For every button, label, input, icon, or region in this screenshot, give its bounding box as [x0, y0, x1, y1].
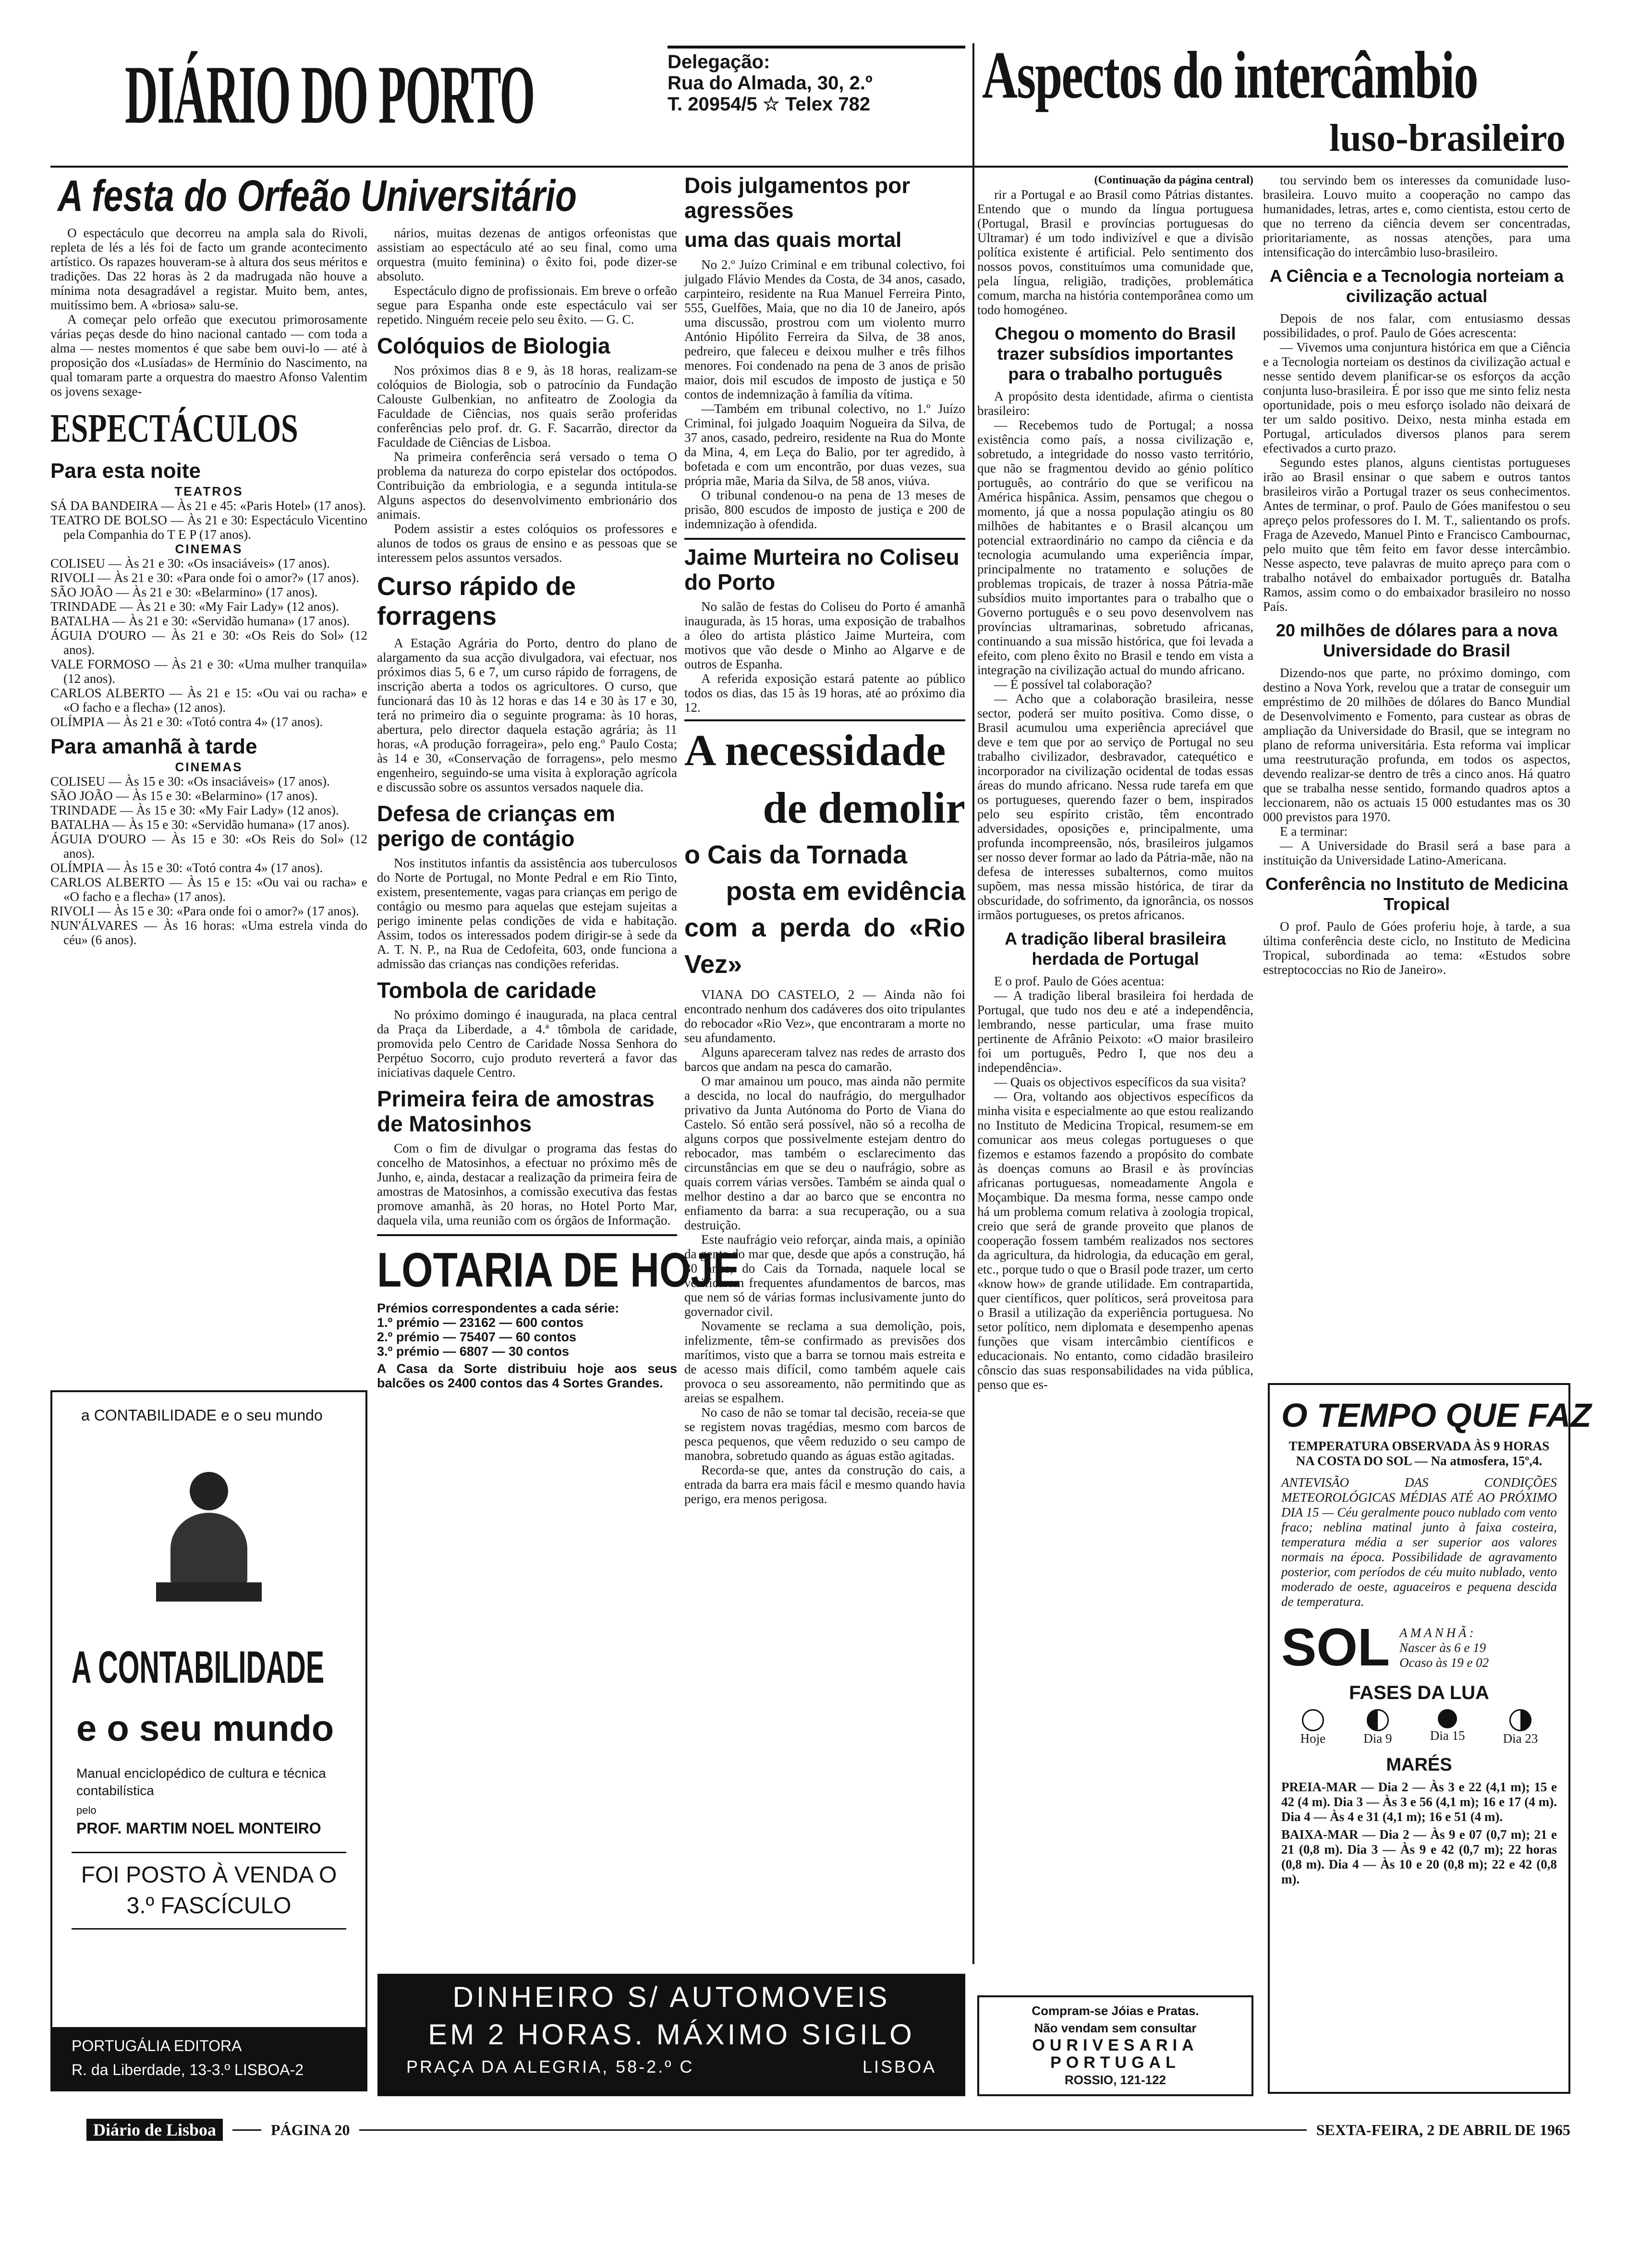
- aspectos-subhead-2: A tradição liberal brasileira herdada de Portugal: [1005, 929, 1226, 969]
- paragraph: No salão de festas do Coliseu do Porto é amanhã inaugurada, às 15 horas, uma exposição de trabalhos a óleo do artista plástico Jaime Murteira, com motivos que vão desde o Minho ao Algarve e de outros de Espanha.: [684, 599, 965, 671]
- column-3: [684, 173, 965, 1935]
- feira-body: [377, 1141, 677, 1227]
- paragraph: COLISEU — Às 15 e 30: «Os insaciáveis» (17 anos).: [50, 774, 330, 789]
- paragraph: TEATRO DE BOLSO — Às 21 e 30: Espectáculo Vicentino pela Companhia do T E P (17 anos).: [50, 513, 367, 542]
- paragraph: ÁGUIA D'OURO — Às 21 e 30: «Os Reis do Sol» (12 anos).: [50, 628, 367, 657]
- paragraph: OLÍMPIA — Às 15 e 30: «Totó contra 4» (17 anos).: [50, 861, 323, 875]
- tomorrow-heading: Para amanhã à tarde: [50, 735, 257, 758]
- paragraph: Alguns apareceram talvez nas redes de arrasto dos barcos que andam na pesca do camarão.: [684, 1045, 965, 1074]
- coloquios-body: [377, 363, 677, 565]
- paragraph: TRINDADE — Às 21 e 30: «My Fair Lady» (12 anos).: [50, 599, 339, 614]
- paragraph: NUN'ÁLVARES — Às 16 horas: «Uma estrela vinda do céu» (6 anos).: [50, 918, 367, 947]
- aspectos-subhead-1: Chegou o momento do Brasil trazer subsídios importantes para o trabalho português: [995, 324, 1236, 384]
- paragraph: O tribunal condenou-o na pena de 13 meses de prisão, 800 escudos de imposto de justiça e 200 de indemnização à ofendida.: [684, 488, 965, 531]
- demolir-sub-3: com a perda do «Rio Vez»: [684, 913, 965, 979]
- paragraph: —Também em tribunal colectivo, no 1.º Juízo Criminal, foi julgado Joaquim Nogueira da Silva, de 37 anos, casado, pedreiro, residente na Rua do Monte da Mina, 4, em Leça do Balio, por ter agredido, à bofetada e com um encontrão, por duas vezes, sua própria mãe, Maria da Silva, de 58 anos, viúva.: [684, 401, 965, 488]
- lotaria-intro: Prémios correspondentes a cada série:: [377, 1301, 620, 1315]
- paragraph: Novamente se reclama a sua demolição, pois, infelizmente, têm-se confirmado as previsões dos marítimos, visto que a barra se tornou mais estreita e de acesso mais difícil, como também aquele cais provoca o seu assoreamento, não permitindo que as areias se espalhem.: [684, 1319, 965, 1405]
- paragraph: 2.º prémio — 75407 — 60 contos: [377, 1330, 577, 1344]
- curso-headline: Curso rápido de forragens: [377, 572, 576, 631]
- ad-dinheiro-address: PRAÇA DA ALEGRIA, 58-2.º C: [406, 2057, 694, 2077]
- feira-headline: Primeira feira de amostras de Matosinhos: [377, 1086, 655, 1136]
- paragraph: A Estação Agrária do Porto, dentro do plano de alargamento da sua acção divulgadora, vai efectuar, nos próximos dias 5, 6 e 7, um curso rápido de forragens, de inscrição aberta a todos os agricultores. O curso, que funcionará das 10 às 12 horas e das 14 e 30 às 17 e 30, terá no primeiro dia o seguinte programa: às 10 horas, abertura, pelo director daquela estação agrária; às 11 horas, «A produção forrageira», pelo eng.º Paulo Costa; às 14 e 30, «Conservação de forragens», pelo mesmo engenheiro, seguindo-se uma visita à exploração agrícola e discussão sobre os assuntos versados naquele dia.: [377, 636, 677, 794]
- festa-continuation: [377, 226, 677, 327]
- paragraph: No caso de não se tomar tal decisão, receia-se que se registem novas tragédias, mesmo com barcos de pesca pequenos, que vêem reduzido o seu campo de manobra, sobretudo quando as águas estão agitadas.: [684, 1405, 965, 1463]
- paragraph: Depois de nos falar, com entusiasmo dessas possibilidades, o prof. Paulo de Góes acrescenta:: [1263, 311, 1570, 340]
- paragraph: Segundo estes planos, alguns cientistas portugueses irão ao Brasil ensinar o que sabem e outros tantos brasileiros virão a Portugal trazer os seus conhecimentos. Antes de terminar, o prof. Paulo de Góes manifestou o seu apreço pelos professores do I. M. T., salientando os profs. Fraga de Azevedo, Manuel Pinto e Francisco Cambournac, pelo muito que têm feito em favor desse intercâmbio. Nesse aspecto, teve palavras de muito apreço para com o trabalho notável do embaixador português dr. Batalha Ramos, assim como o do embaixador brasileiro no nosso País.: [1263, 455, 1570, 614]
- column-1: [50, 226, 367, 1388]
- ad-ourivesaria: [977, 1995, 1253, 2096]
- ad-ourivesaria-name1: OURIVESARIA: [1032, 2036, 1199, 2054]
- ad-dinheiro-line2: EM 2 HORAS. MÁXIMO SIGILO: [428, 2018, 915, 2051]
- paragraph: Com o fim de divulgar o programa das festas do concelho de Matosinhos, a efectuar no próximo mês de Junho, e, ainda, destacar a realização da primeira feira de amostras de Matosinhos, a comissão executiva das festas promove amanhã, às 20 horas, no Hotel Porto Mar, daquela vila, uma reunião com os órgãos de Informação.: [377, 1141, 677, 1227]
- aspectos-body-1: [977, 187, 1253, 317]
- high-tide: PREIA-MAR — Dia 2 — Às 3 e 22 (4,1 m); 15 e 42 (4 m). Dia 3 — Às 3 e 56 (4,1 m); 16 e 17 (4 m). Dia 4 — Às 4 e 31 (4,1 m); 16 e 51 (4 m).: [1281, 1780, 1557, 1824]
- paragraph: TRINDADE — Às 15 e 30: «My Fair Lady» (12 anos).: [50, 803, 339, 817]
- moon-phase-2: Dia 9: [1363, 1709, 1392, 1746]
- julgamentos-headline: Dois julgamentos por agressões: [684, 173, 911, 223]
- weather-temperature: TEMPERATURA OBSERVADA ÀS 9 HORAS NA COSTA DO SOL — Na atmosfera, 15º,4.: [1288, 1439, 1550, 1468]
- paragraph: Nos institutos infantis da assistência aos tuberculosos do Norte de Portugal, no Monte Pedral e em Rio Tinto, existem, presentemente, vagas para crianças em perigo de contágio ou mesmo para aquelas que estejam sujeitas a perigo iminente pelas condições de vida e habitação. Assim, todos os interessados podem dirigir-se à sede da A. T. N. P., na Rua de Cedofeita, 603, onde funciona a admissão das crianças nas condições referidas.: [377, 856, 677, 971]
- paragraph: — A Universidade do Brasil será a base para a instituição da Universidade Latino-Americana.: [1263, 838, 1570, 867]
- ad-description: Manual enciclopédico de cultura e técnica contabilística: [76, 1766, 326, 1798]
- tombola-headline: Tombola de caridade: [377, 978, 596, 1003]
- paragraph: VALE FORMOSO — Às 21 e 30: «Uma mulher tranquila» (12 anos).: [50, 657, 367, 686]
- paragraph: A propósito desta identidade, afirma o cientista brasileiro:: [977, 389, 1253, 418]
- murteira-body: [684, 599, 965, 715]
- demolir-sub-2: posta em evidência: [726, 877, 965, 906]
- defesa-body: [377, 856, 677, 971]
- defesa-headline: Defesa de crianças em perigo de contágio: [377, 801, 616, 851]
- paragraph: SÃO JOÃO — Às 21 e 30: «Belarmino» (17 anos).: [50, 585, 318, 599]
- weather-forecast: ANTEVISÃO DAS CONDIÇÕES METEOROLÓGICAS MÉDIAS ATÉ AO PRÓXIMO DIA 15 — Céu geralmente pouco nublado com vento fraco; neblina matinal junto à faixa costeira, temperatura média a ser superior aos valores normais na época. Possibilidade de agravamento posterior, com períodos de céu muito nublado, vento moderado de oeste, aguaceiros e pequena descida de temperatura.: [1281, 1475, 1557, 1609]
- paragraph: Recorda-se que, antes da construção do cais, a entrada da barra era mais fácil e mesmo quando havia perigo, era menos perigosa.: [684, 1463, 965, 1506]
- footer-logo: Diário de Lisboa: [86, 2119, 223, 2141]
- teatros-heading: TEATROS: [174, 484, 243, 498]
- delegacao-label: Delegação:: [668, 51, 770, 73]
- festa-body: [50, 226, 367, 399]
- cinemas-heading: CINEMAS: [175, 542, 243, 556]
- paragraph: CARLOS ALBERTO — Às 15 e 15: «Ou vai ou racha» e «O facho e a flecha» (17 anos).: [50, 875, 367, 904]
- header-rule: [50, 166, 1568, 168]
- paragraph: BATALHA — Às 15 e 30: «Servidão humana» (17 anos).: [50, 817, 350, 832]
- sun-label: SOL: [1281, 1618, 1390, 1677]
- moon-phase-3: Dia 15: [1430, 1709, 1465, 1746]
- paragraph: O espectáculo que decorreu na ampla sala do Rivoli, repleta de lés a lés foi de facto um grande acontecimento artístico. Os rapazes houveram-se à altura dos seus méritos e tradições. Das 22 horas às 2 da madrugada não houve a mínima nota desagradável a registar. Muito bem, antes, muitíssimo bem. A «briosa» salu-se.: [50, 226, 367, 312]
- ad-dinheiro: [377, 1974, 965, 2096]
- ad-author: PROF. MARTIM NOEL MONTEIRO: [76, 1820, 321, 1837]
- page-number: PÁGINA 20: [271, 2121, 350, 2138]
- aspectos-body-5: [1263, 311, 1570, 614]
- aspectos-body-7: [1263, 919, 1570, 977]
- paragraph: ÁGUIA D'OURO — Às 15 e 30: «Os Reis do Sol» (12 anos).: [50, 832, 367, 861]
- paragraph: E a terminar:: [1280, 824, 1348, 838]
- moon-phase-1: Hoje: [1300, 1709, 1325, 1746]
- footer-date: SEXTA-FEIRA, 2 DE ABRIL DE 1965: [1316, 2121, 1570, 2138]
- curso-body: [377, 636, 677, 794]
- demolir-sub-1: o Cais da Tornada: [684, 840, 908, 869]
- moon-new-icon: [1438, 1709, 1457, 1728]
- aspectos-subhead-5: Conferência no Instituto de Medicina Tropical: [1265, 874, 1568, 914]
- julgamentos-subhead: uma das quais mortal: [684, 228, 902, 252]
- moon-phase-4: Dia 23: [1503, 1709, 1538, 1746]
- footer: [86, 2118, 1570, 2142]
- lotaria-prizes: [377, 1315, 677, 1359]
- sunrise-time: Nascer às 6 e 19: [1399, 1640, 1486, 1655]
- paragraph: SÁ DA BANDEIRA — Às 21 e 45: «Paris Hotel» (17 anos).: [50, 498, 366, 513]
- paragraph: A referida exposição estará patente ao público todos os dias, das 15 às 19 horas, até ao próximo dia 12.: [684, 671, 965, 715]
- festa-headline: A festa do Orfeão Universitário: [58, 171, 577, 220]
- paragraph: Na primeira conferência será versado o tema O problema da natureza do corpo epistelar dos octópodos. Contribuição da embriologia, e a segunda intitula-se Alguns aspectos do desenvolvimento embrionário dos animais.: [377, 449, 677, 522]
- paragraph: No próximo domingo é inaugurada, na placa central da Praça da Liberdade, a 4.ª tômbola de caridade, promovida pelo Centro de Caridade Nossa Senhora do Perpétuo Socorro, cujo produto reverterá a favor das iniciativas daquele Centro.: [377, 1008, 677, 1080]
- paragraph: COLISEU — Às 21 e 30: «Os insaciáveis» (17 anos).: [50, 556, 330, 571]
- ad-ourivesaria-address: ROSSIO, 121-122: [1065, 2073, 1166, 2087]
- delegacao-phone: T. 20954/5 ☆ Telex 782: [668, 94, 871, 115]
- ad-publisher-address: R. da Liberdade, 13-3.º LISBOA-2: [72, 2061, 304, 2078]
- scribe-figure-icon: [156, 1472, 262, 1606]
- paragraph: Podem assistir a estes colóquios os professores e alunos de todos os graus de ensino e as pessoas que se interessem pelos assuntos versados.: [377, 522, 677, 565]
- weather-title: O TEMPO QUE FAZ: [1281, 1397, 1591, 1434]
- paragraph: CARLOS ALBERTO — Às 21 e 15: «Ou vai ou racha» e «O facho e a flecha» (12 anos).: [50, 686, 367, 715]
- tonight-heading: Para esta noite: [50, 459, 201, 483]
- aspectos-body-3: [977, 974, 1253, 1392]
- delegacao-address: Rua do Almada, 30, 2.º: [668, 73, 873, 94]
- demolir-body: [684, 987, 965, 1506]
- paragraph: VIANA DO CASTELO, 2 — Ainda não foi encontrado nenhum dos cadáveres dos oito tripulantes do rebocador «Rio Vez», que encontraram a morte no seu afundamento.: [684, 987, 965, 1045]
- column-4: [977, 173, 1253, 1940]
- aspectos-subhead-3: A Ciência e a Tecnologia norteiam a civilização actual: [1269, 266, 1564, 306]
- paragraph: — Acho que a colaboração brasileira, nesse sector, poderá ser muito positiva. Como disse, o Brasil acumulou uma experiência apreciável que deve e tem que por ao serviço de Portugal no seu trabalho civilizador, desbravador, catequético e incorporador na civilização ocidental de todas essas áreas do mundo africano. Nessa rude tarefa em que os portugueses, querendo fazer o bem, inspirados pelo seu espírito cristão, têm encontrado adversidades, oposições e, principalmente, uma profunda incompreensão, nós, brasileiros julgamos ser nosso dever formar ao lado da Pátria-mãe, não na defesa de interesses subalternos, como muitos supõem, mas nessa missão histórica, de tirar da obscuridade, do sofrimento, da ignorância, os nossos irmãos portugueses, os pretos africanos.: [977, 692, 1253, 922]
- paragraph: 3.º prémio — 6807 — 30 contos: [377, 1344, 570, 1359]
- weather-box: [1268, 1383, 1591, 2094]
- ad-title-2: e o seu mundo: [76, 1708, 334, 1749]
- demolir-headline-2: de demolir: [763, 783, 965, 832]
- paragraph: No 2.º Juízo Criminal e em tribunal colectivo, foi julgado Flávio Mendes da Costa, de 34 anos, casado, carpinteiro, residente na Rua Manuel Ferreira Pinto, 555, Guelfões, Maia, que no dia 10 de Janeiro, após uma discussão, prostrou com um violento murro António Hipólito Ferreira da Silva, de 38 anos, pedreiro, que faleceu e deixou mulher e três filhos menores. Foi condenado na pena de 3 anos de prisão maior, dois mil escudos de imposto de justiça e 50 contos de indemnização à família da vítima.: [684, 257, 965, 401]
- paragraph: tou servindo bem os interesses da comunidade luso-brasileira. Louvo muito a cooperação no campo das humanidades, letras, artes e, como cientista, estou certo de que no terreno da ciência devem ser concentradas, prioritariamente, as nossas atenções, para uma intensificação do intercâmbio luso-brasileiro.: [1263, 173, 1570, 259]
- sunset-time: Ocaso às 19 e 02: [1399, 1655, 1489, 1670]
- paragraph: OLÍMPIA — Às 21 e 30: «Totó contra 4» (17 anos).: [50, 715, 323, 729]
- paragraph: 1.º prémio — 23162 — 600 contos: [377, 1315, 584, 1330]
- column-divider: [972, 43, 974, 1964]
- ad-dinheiro-line1: DINHEIRO S/ AUTOMOVEIS: [452, 1981, 890, 2013]
- cinemas-list: [50, 556, 367, 729]
- moon-waxing-icon: [1509, 1709, 1531, 1731]
- paragraph: — A tradição liberal brasileira foi herdada de Portugal, que tudo nos deu e até a independência, lembrando, nesse particular, uma frase muito pertinente de Afrânio Peixoto: «O maior brasileiro foi um português, Pedro I, que nos deu a independência».: [977, 988, 1253, 1075]
- aspectos-body-6: [1263, 666, 1570, 867]
- espectaculos-title: ESPECTÁCULOS: [50, 406, 298, 450]
- paragraph: Nos próximos dias 8 e 9, às 18 horas, realizam-se colóquios de Biologia, sob o patrocínio da Fundação Calouste Gulbenkian, no anfiteatro de Zoologia da Faculdade de Ciências, nos quais serão proferidas conferências pelo prof. dr. G. F. Sacarrão, director da Faculdade de Ciências de Lisboa.: [377, 363, 677, 449]
- teatros-list: [50, 498, 367, 542]
- ad-ourivesaria-line1: Compram-se Jóias e Pratas.: [1032, 2004, 1199, 2018]
- delegacao-box: [668, 46, 965, 115]
- low-tide: BAIXA-MAR — Dia 2 — Às 9 e 07 (0,7 m); 21 e 21 (0,8 m). Dia 3 — Às 9 e 42 (0,7 m); 22 horas (0,8 m). Dia 4 — Às 10 e 20 (0,8 m); 22 e 42 (0,8 m).: [1281, 1827, 1557, 1886]
- tides-title: MARÉS: [1386, 1755, 1452, 1775]
- paragraph: O prof. Paulo de Góes proferiu hoje, à tarde, a sua última conferência deste ciclo, no Instituto de Medicina Tropical, subordinada ao tema: «Estudos sobre estreptococcias no Rio de Janeiro».: [1263, 919, 1570, 977]
- demolir-headline-1: A necessidade: [684, 726, 946, 775]
- paragraph: Dizendo-nos que parte, no próximo domingo, com destino a Nova York, revelou que a tratar de conseguir um empréstimo de 20 milhões de dólares do Banco Mundial de Desenvolvimento e Fomento, para custear as obras de ampliação da Universidade do Brasil, que se integram no plano de reforma universitária. Esta reforma vai implicar uma reestruturação profunda, em todos os aspectos, devendo realizar-se dentro de três a cinco anos. Há quatro que se trabalha nesse sentido, formando quadros aptos a leccionarem, não os actuais 15 000 estudantes mas os 30 000 previstos para 1970.: [1263, 666, 1570, 824]
- paragraph: RIVOLI — Às 15 e 30: «Para onde foi o amor?» (17 anos).: [50, 904, 359, 918]
- ad-publisher: PORTUGÁLIA EDITORA: [72, 2037, 242, 2054]
- paragraph: Este naufrágio veio reforçar, ainda mais, a opinião da gente do mar que, desde que após a construção, há 30 anos, do Cais da Tornada, naquele local se verificaram frequentes afundamentos de barcos, mas que nem só de várias formas inclusivamente junto do governador civil.: [684, 1232, 965, 1319]
- paragraph: RIVOLI — Às 21 e 30: «Para onde foi o amor?» (17 anos).: [50, 571, 359, 585]
- aspectos-headline: Aspectos do intercâmbio: [982, 38, 1478, 113]
- column-5: [1263, 173, 1570, 1364]
- aspectos-body-4: [1263, 173, 1570, 259]
- paragraph: — É possível tal colaboração?: [994, 677, 1152, 692]
- tombola-body: [377, 1008, 677, 1080]
- tomorrow-list: [50, 774, 367, 947]
- coloquios-headline: Colóquios de Biologia: [377, 333, 610, 358]
- paragraph: — Ora, voltando aos objectivos específicos da minha visita e especialmente ao que estou realizando no Instituto de Medicina Tropical, resumem-se em comunicar aos meus colegas portugueses o que fizemos e estamos fazendo a propósito do combate às doenças comuns ao Brasil e às províncias africanas portuguesas, nomeadamente Angola e Moçambique. Da mesma forma, nesse campo onde há um problema comum relativa à zoologia tropical, creio que será de grande proveito que planos de cooperação fossem também realizados nos sectores da agricultura, da hidrologia, da educação em geral, etc., porque tudo o que o Brasil pode trazer, um certo «know how» de grande utilidade. Em contrapartida, quer científicos, quer políticos, será proveitosa para o Brasil a utilização da experiência portuguesa. No setor político, nem diplomata e desempenho apenas funções que visam intercâmbio científicos e educacionais. No entanto, como cidadão brasileiro cônscio das suas responsabilidades na vida pública, penso que es-: [977, 1089, 1253, 1392]
- paragraph: SÃO JOÃO — Às 15 e 30: «Belarmino» (17 anos).: [50, 789, 318, 803]
- paragraph: A começar pelo orfeão que executou primorosamente várias peças desde do hino nacional cantado — com toda a alma — nestes momentos é que sabe bem ouvi-lo — até à proposição dos «Lusíadas» de Hermínio do Nascimento, na qual tomaram parte a orquestra do maestro Afonso Valentim os jovens sexage-: [50, 312, 367, 399]
- ad-by: pelo: [76, 1804, 97, 1816]
- julgamentos-body: [684, 257, 965, 531]
- moon-phases-title: FASES DA LUA: [1349, 1682, 1489, 1703]
- continuation-note: (Continuação da página central): [1094, 174, 1253, 186]
- column-2: [377, 226, 741, 1935]
- tomorrow-label: AMANHÃ:: [1399, 1625, 1477, 1640]
- paragraph: E o prof. Paulo de Góes acentua:: [994, 974, 1165, 988]
- paragraph: nários, muitas dezenas de antigos orfeonistas que assistiam ao espectáculo até ao seu final, como uma orquestra (muito feminina) o êxito foi, pode dizer-se absoluto.: [377, 226, 677, 283]
- paragraph: — Quais os objectivos específicos da sua visita?: [994, 1075, 1246, 1089]
- lotaria-headline: LOTARIA DE HOJE: [377, 1242, 741, 1297]
- ad-dinheiro-city: LISBOA: [862, 2057, 936, 2077]
- ad-ourivesaria-name2: PORTUGAL: [1050, 2053, 1180, 2072]
- ad-ourivesaria-line2: Não vendam sem consultar: [1034, 2021, 1197, 2035]
- aspectos-subhead-4: 20 milhões de dólares para a nova Universidade do Brasil: [1275, 620, 1558, 660]
- cinemas-tomorrow-heading: CINEMAS: [175, 760, 243, 774]
- aspectos-headline-2: luso-brasileiro: [1329, 117, 1566, 159]
- ad-contabilidade: [50, 1390, 367, 2091]
- paragraph: O mar amainou um pouco, mas ainda não permite a descida, no local do naufrágio, do mergulhador privativo da Junta Autónoma do Porto de Viana do Castelo. Só então será possível, não só a recolha de alguns corpos que possivelmente estejam dentro do rebocador, mas também o esclarecimento das circunstâncias em que se deu o naufrágio, sobre as quais correm várias versões. Também se ainda qual o melhor destino a dar ao barco que se encontra no enfiamento da barra: a sua recuperação, ou a sua destruição.: [684, 1074, 965, 1232]
- moon-waning-icon: [1367, 1709, 1389, 1731]
- paragraph: rir a Portugal e ao Brasil como Pátrias distantes. Entendo que o mundo da língua portuguesa (Portugal, Brasil e províncias portuguesas do Ultramar) é um todo indivizível e que a divisão política existente é artificial. Pelo sentimento dos nossos povos, constituímos uma comunidade que, pela língua, religião, tradições, problemática comum, marcha na história contemporânea como um todo homogéneo.: [977, 187, 1253, 317]
- lotaria-note: A Casa da Sorte distribuiu hoje aos seus balcões os 2400 contos das 4 Sortes Grandes.: [377, 1361, 677, 1390]
- ad-sale-notice: FOI POSTO À VENDA O 3.º FASCÍCULO: [72, 1852, 346, 1930]
- moon-full-icon: [1302, 1709, 1324, 1731]
- ad-small-title: a CONTABILIDADE e o seu mundo: [81, 1407, 323, 1424]
- paragraph: — Recebemos tudo de Portugal; a nossa existência como país, a nossa civilização e, sobretudo, a integridade do nosso vasto território, que não se fragmentou devido ao génio político português, ao contrário do que se verificou na América hispânica. Assim, pensamos que chegou o momento, já que a nossa população atingiu os 80 milhões de habitantes e o Brasil alcançou um potencial extraordinário no campo da ciência e da tecnologia acumulando uma experiência ímpar, principalmente no tratamento e soluções de problemas tropicais, de trazer à nossa Pátria-mãe subsídios muito importantes para o trabalho que o Governo português e o seu povo desenvolvem nas províncias ultramarinas, sobretudo africanas, continuando a sua missão histórica, que foi levada a efeito, com pleno êxito no Brasil e tendo em vista a integração na civilização actual do mundo africano.: [977, 418, 1253, 677]
- murteira-headline: Jaime Murteira no Coliseu do Porto: [684, 538, 965, 595]
- paragraph: BATALHA — Às 21 e 30: «Servidão humana» (17 anos).: [50, 614, 350, 628]
- masthead-title: DIÁRIO DO PORTO: [125, 49, 534, 142]
- paragraph: Espectáculo digno de profissionais. Em breve o orfeão segue para Espanha onde este espectáculo vai ser repetido. Ninguém receie pelo seu êxito. — G. C.: [377, 283, 677, 327]
- ad-title-1: A CONTABILIDADE: [72, 1642, 325, 1693]
- paragraph: — Vivemos uma conjuntura histórica em que a Ciência e a Tecnologia norteiam os destinos da civilização actual e nesse sentido devem planificar-se os esforços da acção conjunta luso-brasileira. É por isso que me sinto feliz nesta oportunidade, pois o meu esforço isolado não deixará de ter um saldo positivo. Deixo, nesta minha estada em Portugal, articulados diversos planos para serem efectivados a curto prazo.: [1263, 340, 1570, 455]
- aspectos-body-2: [977, 389, 1253, 922]
